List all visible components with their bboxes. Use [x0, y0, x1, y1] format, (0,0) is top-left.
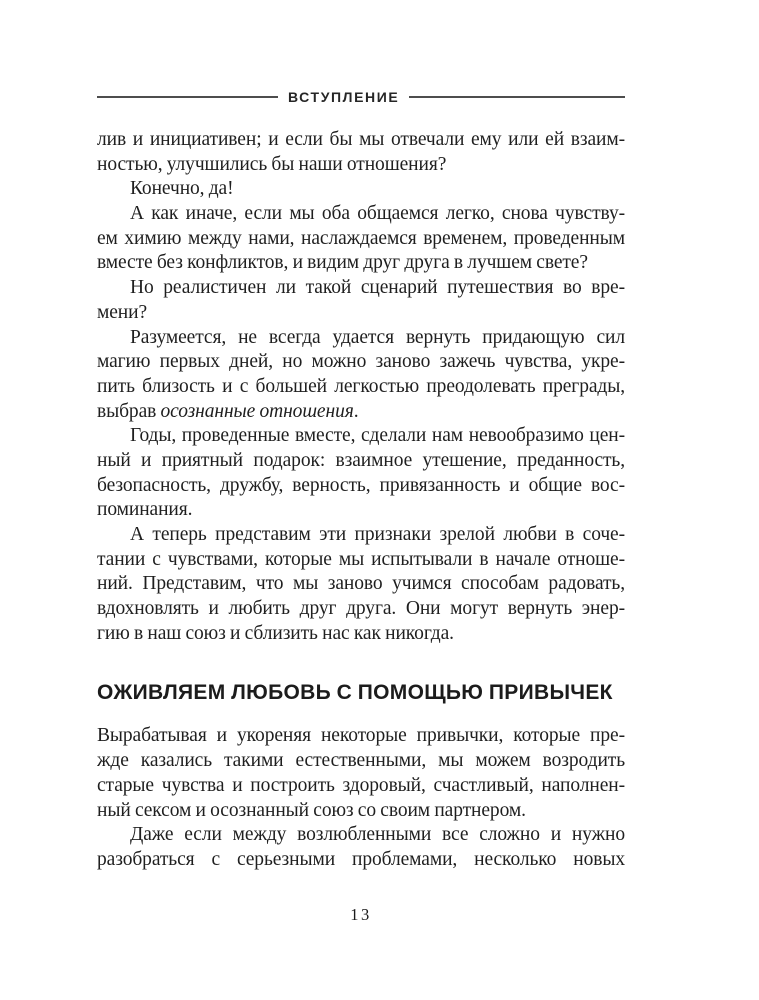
- section-2: [97, 724, 625, 872]
- text-line: мени?: [97, 301, 148, 323]
- text-line: тании с чувствами, которые мы испытывали в начале отноше-: [97, 548, 625, 570]
- text-line: Конечно, да!: [130, 178, 234, 200]
- plain-text: .: [353, 400, 359, 422]
- text-line: ный сексом и осознанный союз со своим партнером.: [97, 799, 526, 821]
- section-heading: ОЖИВЛЯЕМ ЛЮБОВЬ С ПОМОЩЬЮ ПРИВЫЧЕК: [97, 681, 613, 705]
- text-line: Но реалистичен ли такой сценарий путешествия во вре-: [130, 277, 625, 299]
- text-line: А теперь представим эти признаки зрелой любви в соче-: [130, 524, 625, 545]
- text-line: Вырабатывая и укореняя некоторые привычки, которые пре-: [97, 725, 625, 747]
- text-line: лив и инициативен; и если бы мы отвечали ему или ей взаим-: [97, 129, 625, 150]
- plain-text: выбрав: [97, 400, 161, 422]
- text-line: пить близость и с большей легкостью преодолевать преграды,: [97, 375, 625, 397]
- text-line: гию в наш союз и сблизить нас как никогда.: [97, 622, 454, 644]
- text-line: жде казались такими естественными, мы можем возродить: [97, 750, 625, 772]
- chapter-title: ВСТУПЛЕНИЕ: [288, 89, 400, 105]
- text-line: Разумеется, не всегда удается вернуть придающую сил: [130, 326, 625, 348]
- page-footer: [97, 905, 625, 925]
- text-line: вместе без конфликтов, и видим друг друга в лучшем свете?: [97, 252, 588, 274]
- text-line: А как иначе, если мы оба общаемся легко, снова чувству-: [130, 203, 625, 225]
- page-number: 13: [350, 905, 372, 924]
- header-rule-left: [97, 96, 278, 98]
- text-line: вдохновлять и любить друг друга. Они могут вернуть энер-: [97, 598, 625, 620]
- italic-text: осознанные отношения: [160, 400, 354, 422]
- text-line: ностью, улучшились бы наши отношения?: [97, 153, 447, 175]
- text-line: ный и приятный подарок: взаимное утешение, преданность,: [97, 449, 625, 471]
- header-rule-right: [409, 96, 625, 98]
- text-line: безопасность, дружбу, верность, привязанность и общие вос-: [97, 474, 625, 496]
- chapter-header: [97, 88, 625, 106]
- text-line: ний. Представим, что мы заново учимся способам радовать,: [97, 573, 625, 595]
- text-column: [97, 128, 625, 873]
- text-line: ем химию между нами, наслаждаемся временем, проведенным: [97, 227, 625, 249]
- text-line: Годы, проведенные вместе, сделали нам невообразимо цен-: [130, 425, 625, 447]
- text-line: разобраться с серьезными проблемами, несколько новых: [97, 848, 625, 870]
- text-line: магию первых дней, но можно заново зажечь чувства, укре-: [97, 351, 625, 373]
- text-line: поминания.: [97, 499, 193, 521]
- section-1: [97, 128, 625, 646]
- text-line: старые чувства и построить здоровый, счастливый, наполнен-: [97, 774, 625, 796]
- text-line: Даже если между возлюбленными все сложно и нужно: [130, 824, 625, 846]
- text-line: [97, 400, 625, 425]
